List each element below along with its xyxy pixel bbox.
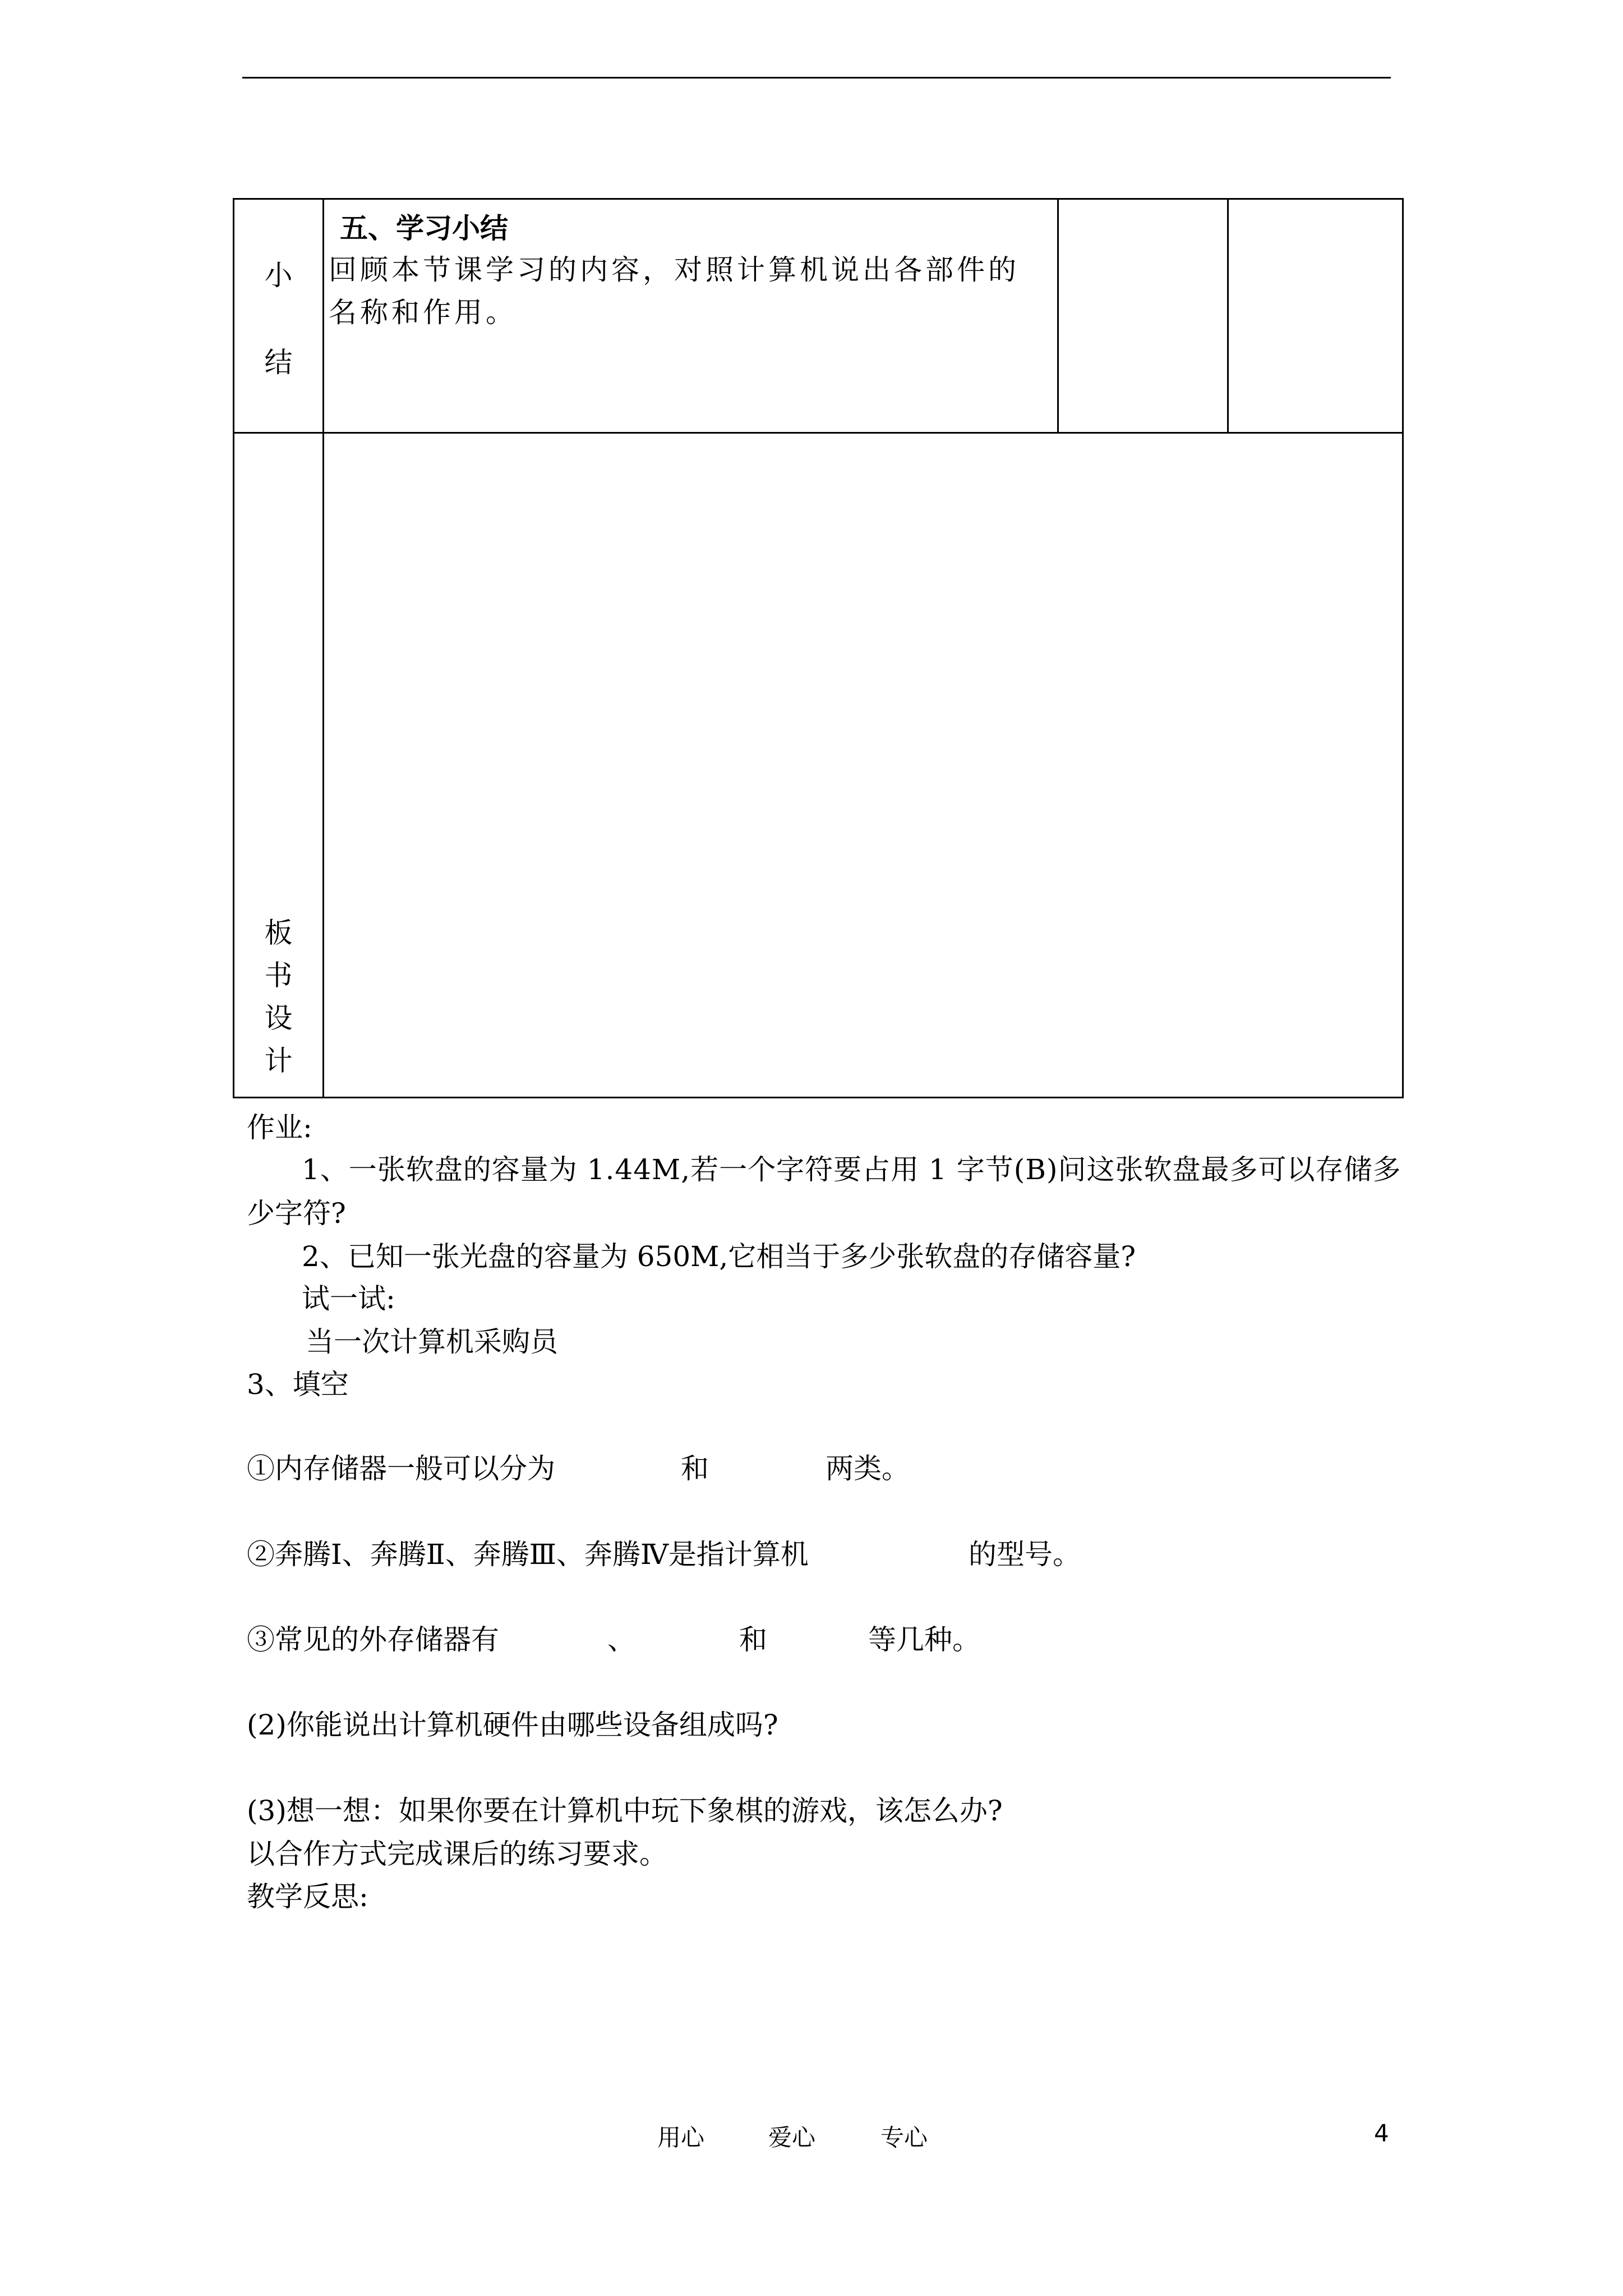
summary-label-2: 结 — [264, 346, 293, 379]
board-label-char-2: 书 — [264, 959, 293, 992]
question-1-line-1: 1、一张软盘的容量为 1.44M,若一个字符要占用 1 字节(B)问这张软盘最多可以存储多 — [302, 1153, 1401, 1186]
summary-body: 回顾本节课学习的内容，对照计算机说出各部件的名称和作用。 — [329, 253, 1020, 329]
question-1-line-2: 少字符? — [247, 1197, 346, 1230]
try-it-title: 试一试: — [302, 1282, 395, 1315]
board-design-row — [234, 433, 1403, 1098]
cooperate-instruction: 以合作方式完成课后的练习要求。 — [247, 1838, 667, 1870]
board-design-content-cell — [324, 433, 1403, 1098]
board-label-char-4: 计 — [264, 1045, 293, 1077]
question-2: 2、已知一张光盘的容量为 650M,它相当于多少张软盘的存储容量? — [302, 1240, 1136, 1273]
summary-content-cell — [324, 199, 1058, 433]
question-think: (3)想一想：如果你要在计算机中玩下象棋的游戏，该怎么办? — [247, 1795, 1003, 1827]
fill-blank-2-part-a: ②奔腾Ⅰ、奔腾Ⅱ、奔腾Ⅲ、奔腾Ⅳ是指计算机 — [247, 1538, 809, 1571]
summary-label-cell — [234, 199, 324, 433]
question-hardware: (2)你能说出计算机硬件由哪些设备组成吗? — [247, 1709, 778, 1741]
fill-blank-1-part-c: 两类。 — [826, 1452, 910, 1485]
board-label-char-3: 设 — [264, 1002, 293, 1034]
summary-empty-cell-1 — [1058, 199, 1228, 433]
board-label-char-1: 板 — [264, 917, 293, 949]
fill-blank-2-part-b: 的型号。 — [969, 1538, 1081, 1571]
question-3-title: 3、填空 — [247, 1368, 349, 1401]
fill-blank-3-part-d: 等几种。 — [868, 1623, 980, 1656]
summary-row — [234, 199, 1403, 433]
fill-blank-1-part-a: ①内存储器一般可以分为 — [247, 1452, 555, 1485]
footer-motto-3: 专心 — [880, 2124, 928, 2151]
reflection-label: 教学反思: — [247, 1880, 368, 1913]
board-design-label-cell — [234, 433, 324, 1098]
fill-blank-3-part-b: 、 — [607, 1623, 635, 1656]
page-number: 4 — [1374, 2119, 1389, 2147]
summary-title: 五、学习小结 — [340, 212, 508, 245]
fill-blank-3-part-c: 和 — [739, 1623, 767, 1656]
fill-blank-3-part-a: ③常见的外存储器有 — [247, 1623, 499, 1656]
footer-motto-1: 用心 — [657, 2124, 705, 2151]
summary-empty-cell-2 — [1228, 199, 1403, 433]
footer-motto-2: 爱心 — [768, 2124, 816, 2151]
summary-label-1: 小 — [264, 259, 293, 292]
lesson-table — [233, 198, 1404, 1098]
header-rule — [242, 77, 1391, 79]
try-it-body: 当一次计算机采购员 — [306, 1326, 558, 1358]
fill-blank-1-part-b: 和 — [681, 1452, 709, 1485]
homework-title: 作业: — [247, 1111, 312, 1144]
